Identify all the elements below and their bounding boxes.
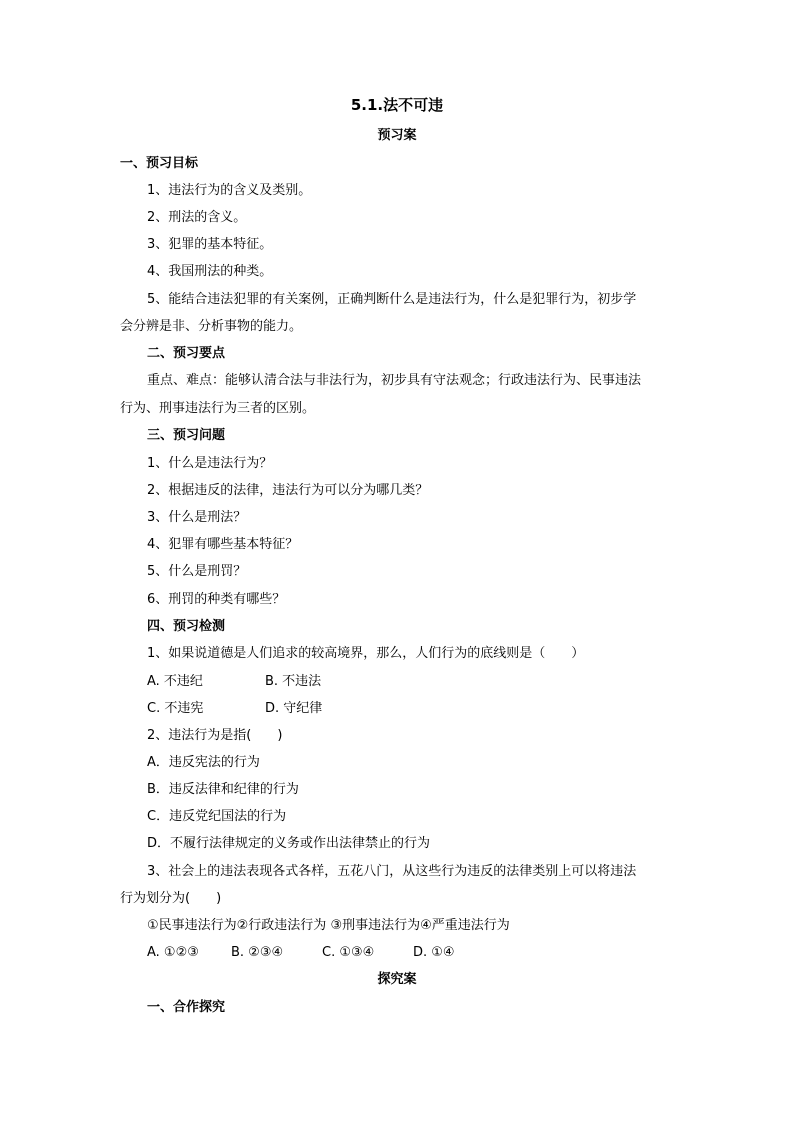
questions-heading: 三、预习问题	[147, 428, 226, 443]
goal-item: 5、能结合违法犯罪的有关案例，正确判断什么是违法行为，什么是犯罪行为，初步学	[147, 292, 637, 307]
question-item: 2、根据违反的法律，违法行为可以分为哪几类？	[147, 483, 429, 498]
option-d: D. ①④	[413, 945, 455, 960]
option-a: A. 不违纪	[147, 674, 203, 689]
option-b: B. 不违法	[265, 674, 322, 689]
check-q1-options-row	[147, 701, 322, 717]
question-item: 6、刑罚的种类有哪些？	[147, 592, 286, 607]
option-c: C. 不违宪	[147, 701, 204, 716]
question-item: 3、什么是刑法？	[147, 510, 247, 525]
explore-heading: 一、合作探究	[147, 1000, 226, 1015]
check-q3-stem: 3、社会上的违法表现各式各样，五花八门，从这些行为违反的法律类别上可以将违法	[147, 864, 637, 879]
goal-item: 2、刑法的含义。	[147, 210, 247, 225]
option-b: B．违反法律和纪律的行为	[147, 782, 299, 797]
question-item: 1、什么是违法行为？	[147, 456, 273, 471]
goal-item: 3、犯罪的基本特征。	[147, 237, 273, 252]
option-d: D．不履行法律规定的义务或作出法律禁止的行为	[147, 836, 431, 851]
section-preview-case: 预习案	[377, 128, 417, 143]
key-points-heading: 二、预习要点	[147, 346, 226, 361]
option-a: A．违反宪法的行为	[147, 755, 260, 770]
key-points-line: 重点、难点：能够认清合法与非法行为，初步具有守法观念；行政违法行为、民事违法	[147, 373, 642, 388]
check-q1-stem: 1、如果说道德是人们追求的较高境界，那么，人们行为的底线则是（ ）	[147, 646, 585, 661]
check-q3-stem-continued: 行为划分为( )	[120, 891, 222, 906]
option-c: C．违反党纪国法的行为	[147, 809, 287, 824]
section-explore-case: 探究案	[377, 972, 417, 987]
question-item: 5、什么是刑罚？	[147, 564, 247, 579]
goal-item-continued: 会分辨是非、分析事物的能力。	[120, 319, 303, 334]
goal-item: 1、违法行为的含义及类别。	[147, 183, 312, 198]
option-d: D. 守纪律	[265, 701, 323, 716]
document-title: 5.1.法不可违	[350, 96, 444, 114]
goals-heading: 一、预习目标	[120, 156, 199, 171]
check-q2-stem: 2、违法行为是指( )	[147, 728, 283, 743]
check-q1-options-row	[147, 674, 321, 690]
goal-item: 4、我国刑法的种类。	[147, 264, 273, 279]
check-q3-items: ①民事违法行为②行政违法行为 ③刑事违法行为④严重违法行为	[147, 918, 510, 933]
check-q3-options-row	[147, 945, 455, 961]
question-item: 4、犯罪有哪些基本特征？	[147, 537, 299, 552]
key-points-line: 行为、刑事违法行为三者的区别。	[120, 401, 316, 416]
option-c: C. ①③④	[322, 945, 375, 960]
option-b: B. ②③④	[231, 945, 284, 960]
option-a: A. ①②③	[147, 945, 199, 960]
check-heading: 四、预习检测	[147, 619, 226, 634]
